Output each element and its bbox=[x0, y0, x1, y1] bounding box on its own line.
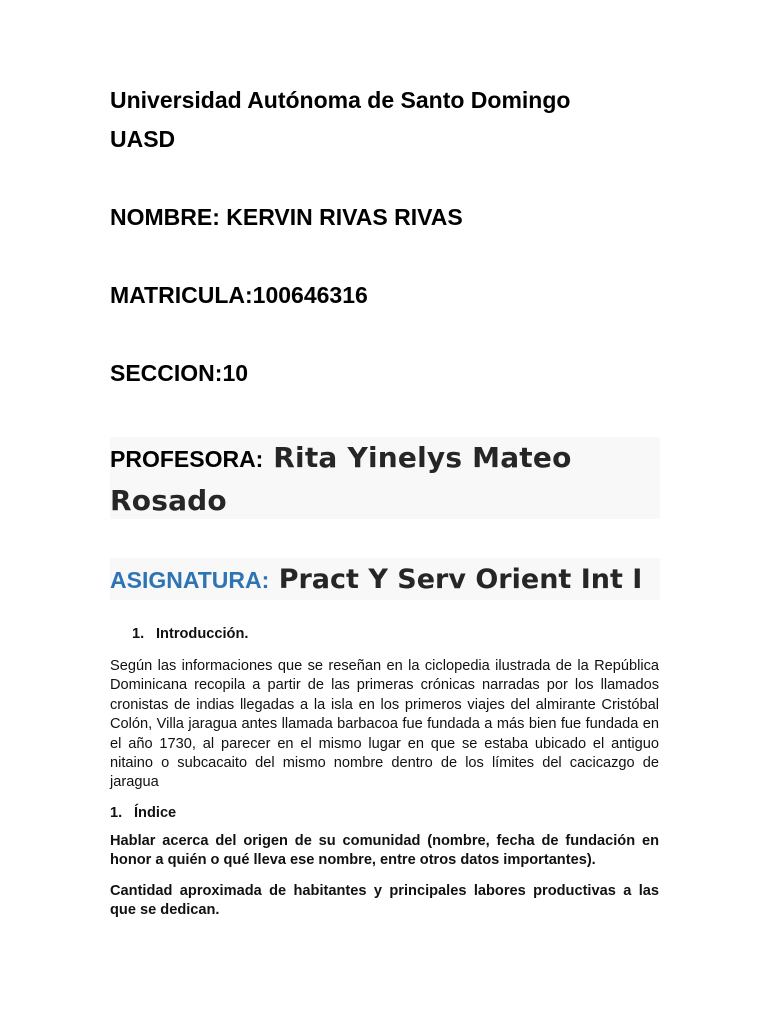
section-number: SECCION:10 bbox=[110, 360, 249, 386]
subject-name: Pract Y Serv Orient Int I bbox=[269, 564, 643, 595]
professor-name-line2: Rosado bbox=[110, 484, 227, 517]
intro-heading bbox=[132, 625, 248, 644]
university-name: Universidad Autónoma de Santo Domingo bbox=[110, 87, 571, 113]
university-title bbox=[110, 81, 660, 159]
subject-label: ASIGNATURA: bbox=[110, 567, 270, 593]
professor-block bbox=[110, 437, 660, 519]
student-id: MATRICULA:100646316 bbox=[110, 282, 368, 308]
index-heading bbox=[110, 804, 176, 823]
index-title: Índice bbox=[134, 805, 177, 821]
student-name: NOMBRE: KERVIN RIVAS RIVAS bbox=[110, 204, 463, 230]
intro-number: 1. bbox=[132, 626, 145, 642]
index-paragraph-origin: Hablar acerca del origen de su comunidad (nombre, fecha de fundación en honor a quién o qué lleva ese nombre, entre otros datos importantes). bbox=[110, 833, 659, 869]
professor-name-line1: Rita Yinelys Mateo bbox=[263, 441, 572, 474]
index-number: 1. bbox=[110, 805, 123, 821]
intro-title: Introducción. bbox=[156, 626, 249, 642]
index-paragraph-population: Cantidad aproximada de habitantes y principales labores productivas a las que se dedican. bbox=[110, 883, 659, 919]
intro-paragraph: Según las informaciones que se reseñan en la ciclopedia ilustrada de la República Dominicana recopila a partir de las primeras crónicas narradas por los llamados cronistas de indias llegadas a la isla en los primeros viajes del almirante Cristóbal Colón, Villa jaragua antes llamada barbacoa fue fundada a más bien fue fundada en el año 1730, al parecer en el mismo lugar en que se estaba ubicado el antiguo nitaino o subcacaito del mismo nombre dentro de los límites del cacicazgo de jaragua bbox=[110, 658, 659, 791]
subject-block bbox=[110, 558, 660, 600]
professor-label: PROFESORA: bbox=[110, 446, 264, 472]
university-acronym: UASD bbox=[110, 126, 176, 152]
